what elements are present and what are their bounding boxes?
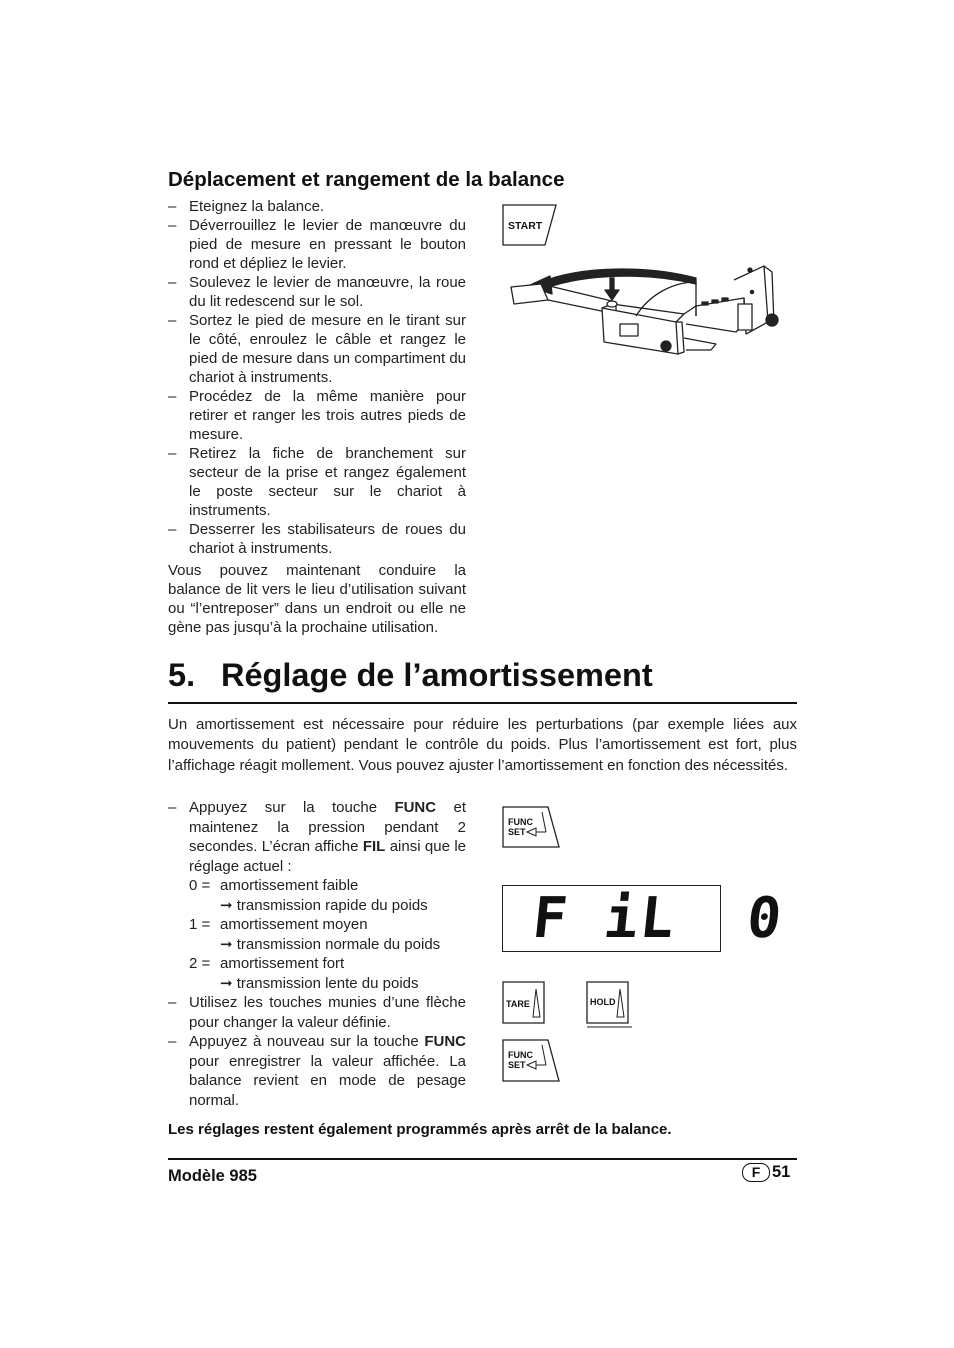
list-item: – Déverrouillez le levier de manœuvre du pied de mesure en pressant le bouton rond et dépliez le levier. — [168, 216, 466, 273]
start-key-icon — [502, 204, 558, 246]
settings-note: Les réglages restent également programmés après arrêt de la balance. — [168, 1121, 672, 1138]
step-text: Appuyez sur la touche — [189, 799, 395, 816]
level-label: amortissement fort — [220, 955, 345, 972]
chapter-number: 5. — [168, 657, 196, 693]
tare-key-label: TARE — [506, 999, 530, 1009]
hold-key-label: HOLD — [590, 997, 616, 1007]
scale-lever-illustration — [506, 262, 782, 362]
procedure-list — [168, 798, 466, 1110]
level-effect: ➞ transmission lente du poids — [220, 974, 419, 992]
step-text: Appuyez à nouveau sur la touche — [189, 1033, 425, 1050]
hold-key-icon — [586, 981, 634, 1029]
list-item: – Retirez la fiche de branchement sur secteur de la prise et rangez également le poste secteur sur le chariot à instruments. — [168, 444, 466, 520]
damping-level — [189, 876, 466, 896]
level-effect: ➞ transmission normale du poids — [220, 935, 441, 953]
func-key-label: FUNC — [508, 817, 533, 827]
level-effect: ➞ transmission rapide du poids — [220, 896, 428, 914]
language-badge: F — [742, 1163, 770, 1182]
list-item: – Sortez le pied de mesure en le tirant sur le côté, enroulez le câble et rangez le pied de mesure dans un compartiment du chariot à instruments. — [168, 311, 466, 387]
damping-level — [189, 915, 466, 935]
footer-model: Modèle 985 — [168, 1167, 257, 1185]
list-item: – Soulevez le levier de manœuvre, la roue du lit redescend sur le sol. — [168, 273, 466, 311]
step-text: pour enregistrer la valeur affichée. La balance revient en mode de pesage normal. — [189, 1052, 466, 1109]
level-number: 2 = — [189, 955, 211, 972]
scale-display — [502, 885, 787, 952]
level-number: 0 = — [189, 877, 211, 894]
page-number: 51 — [772, 1163, 791, 1181]
level-label: amortissement moyen — [220, 916, 368, 933]
chapter-rule — [168, 702, 797, 704]
level-label: amortissement faible — [220, 877, 359, 894]
footer-rule — [168, 1158, 797, 1160]
damping-level — [189, 954, 466, 974]
list-item — [168, 1032, 466, 1110]
key-name: FUNC — [394, 799, 437, 816]
func-set-key-icon — [502, 1039, 560, 1083]
level-number: 1 = — [189, 916, 211, 933]
set-key-label: SET — [508, 1060, 526, 1070]
start-key-label: START — [508, 220, 543, 232]
display-readout: F iL 0 — [529, 886, 787, 951]
key-name: FUNC — [424, 1033, 466, 1050]
intro-paragraph: Un amortissement est nécessaire pour réduire les perturbations (par exemple liées aux mouvements du patient) pendant le contrôle du poids. Plus l’amortissement est fort, plus l’affichage réagit mollement. Vous pouvez ajuster l’amortissement en fonction des nécessités. — [168, 716, 797, 774]
chapter-title-text: Réglage de l’amortissement — [221, 657, 653, 693]
closing-paragraph: Vous pouvez maintenant conduire la balance de lit vers le lieu d’utilisation suivant ou “l’entreposer” dans un endroit ou elle ne gène pas jusqu’à la prochaine utilisation. — [168, 562, 466, 636]
key-name: FIL — [362, 838, 386, 855]
footer-page — [742, 1163, 790, 1182]
set-key-label: SET — [508, 827, 526, 837]
list-item: – Procédez de la même manière pour retirer et ranger les trois autres pieds de mesure. — [168, 387, 466, 444]
list-item: – Desserrer les stabilisateurs de roues du chariot à instruments. — [168, 520, 466, 558]
step-text: et maintenez la pression pendant 2 secondes. L’écran affiche — [189, 799, 466, 855]
list-item: – Utilisez les touches munies d’une flèche pour changer la valeur définie. — [168, 993, 466, 1032]
tare-key-icon — [502, 981, 546, 1024]
step-text: ainsi que le réglage actuel : — [189, 838, 466, 875]
steps-list — [168, 197, 466, 558]
chapter-title — [168, 657, 653, 694]
section-title: Déplacement et rangement de la balance — [168, 168, 565, 191]
func-key-label: FUNC — [508, 1050, 533, 1060]
list-item — [168, 798, 466, 993]
list-item: – Eteignez la balance. — [168, 197, 466, 216]
func-set-key-icon — [502, 806, 560, 848]
